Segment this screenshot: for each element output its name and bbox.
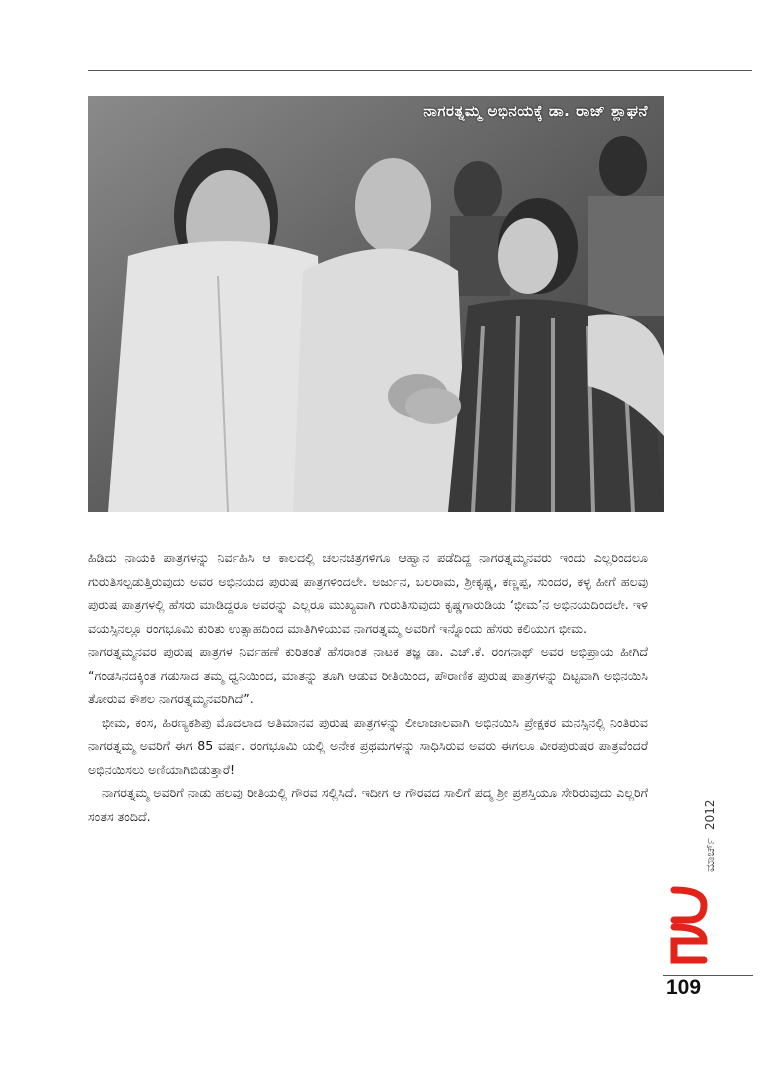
paragraph-1: ಹಿಡಿದು ನಾಯಕಿ ಪಾತ್ರಗಳನ್ನು ನಿರ್ವಹಿಸಿ ಆ ಕಾಲದಲ್ಲಿ ಚಲನಚಿತ್ರಗಳಿಗೂ ಆಹ್ವಾನ ಪಡೆದಿದ್ದ ನಾಗರತ್ನಮ್ಮನವರು ಇಂದು ಎಲ್ಲರಿಂದಲೂ ಗುರುತಿಸಲ್ಪಡುತ್ತಿರುವುದು ಅವರ ಅಭಿನಯದ ಪುರುಷ ಪಾತ್ರಗಳಿಂದಲೇ. ಅರ್ಜುನ, ಬಲರಾಮ, ಶ್ರೀಕೃಷ್ಣ, ಕಣ್ಣಪ್ಪ, ಸುಂದರ, ಕಳ್ಳ ಹೀಗೆ ಹಲವು ಪುರುಷ ಪಾತ್ರಗಳಲ್ಲಿ ಹೆಸರು ಮಾಡಿದ್ದರೂ ಅವರನ್ನು ಎಲ್ಲರೂ ಮುಖ್ಯವಾಗಿ ಗುರುತಿಸುವುದು ಕೃಷ್ಣಗಾರುಡಿಯ ‘ಭೀಮ’ನ ಅಭಿನಯದಿಂದಲೇ. ಇಳಿ ವಯಸ್ಸಿನಲ್ಲೂ ರಂಗಭೂಮಿ ಕುರಿತು ಉತ್ಸಾಹದಿಂದ ಮಾತಿಗಿಳಿಯುವ ನಾಗರತ್ನಮ್ಮ ಅವರಿಗೆ ಇನ್ನೊಂದು ಹೆಸರು ಕಲಿಯುಗ ಭೀಮ. [88,550,648,636]
article-body [88,546,648,828]
paragraph-3: ಭೀಮ, ಕಂಸ, ಹಿರಣ್ಯಕಶಿಪು ಮೊದಲಾದ ಅತಿಮಾನವ ಪುರುಷ ಪಾತ್ರಗಳನ್ನು ಲೀಲಾಜಾಲವಾಗಿ ಅಭಿನಯಿಸಿ ಪ್ರೇಕ್ಷಕರ ಮನಸ್ಸಿನಲ್ಲಿ ನಿಂತಿರುವ ನಾಗರತ್ನಮ್ಮ ಅವರಿಗೆ ಈಗ 85 ವರ್ಷ. ರಂಗಭೂಮಿ ಯಲ್ಲಿ ಅನೇಕ ಪ್ರಥಮಗಳನ್ನು ಸಾಧಿಸಿರುವ ಅವರು ಈಗಲೂ ವೀರಪುರುಷರ ಪಾತ್ರವೆಂದರೆ ಅಭಿನಯಿಸಲು ಅಣಿಯಾಗಿಬಿಡುತ್ತಾರೆ! [88,714,648,777]
photo-caption: ನಾಗರತ್ನಮ್ಮ ಅಭಿನಯಕ್ಕೆ ಡಾ. ರಾಜ್ ಶ್ಲಾಘನೆ [423,102,648,120]
article-photo [88,96,664,512]
issue-month: ಮಾರ್ಚ್ [703,838,717,872]
issue-date [703,792,718,873]
page-number: 109 [666,976,702,999]
photo-image [88,96,664,512]
paragraph-2: ನಾಗರತ್ನಮ್ಮನವರ ಪುರುಷ ಪಾತ್ರಗಳ ನಿರ್ವಹಣೆ ಕುರಿತಂತೆ ಹೆಸರಾಂತ ನಾಟಕ ತಜ್ಞ ಡಾ. ಎಚ್.ಕೆ. ರಂಗನಾಥ್ ಅವರ ಅಭಿಪ್ರಾಯ ಹೀಗಿದೆ “ಗಂಡಸಿನದಕ್ಕಿಂತ ಗಡುಸಾದ ತಮ್ಮ ಧ್ವನಿಯಿಂದ, ಮಾತನ್ನು ತೂಗಿ ಆಡುವ ರೀತಿಯಿಂದ, ಪೌರಾಣಿಕ ಪುರುಷ ಪಾತ್ರಗಳನ್ನು ದಿಟ್ಟವಾಗಿ ಅಭಿನಯಿಸಿ ತೋರುವ ಕೌಶಲ ನಾಗರತ್ನಮ್ಮನವರಿಗಿದೆ”. [88,644,648,706]
issue-year: 2012 [703,799,717,831]
paragraph-4: ನಾಗರತ್ನಮ್ಮ ಅವರಿಗೆ ನಾಡು ಹಲವು ರೀತಿಯಲ್ಲಿ ಗೌರವ ಸಲ್ಲಿಸಿದೆ. ಇದೀಗ ಆ ಗೌರವದ ಸಾಲಿಗೆ ಪದ್ಮ ಶ್ರೀ ಪ್ರಶಸ್ತಿಯೂ ಸೇರಿರುವುದು ಎಲ್ಲರಿಗೆ ಸಂತಸ ತಂದಿದೆ. [88,785,648,824]
header-rule [88,70,752,71]
magazine-logo [669,885,709,965]
